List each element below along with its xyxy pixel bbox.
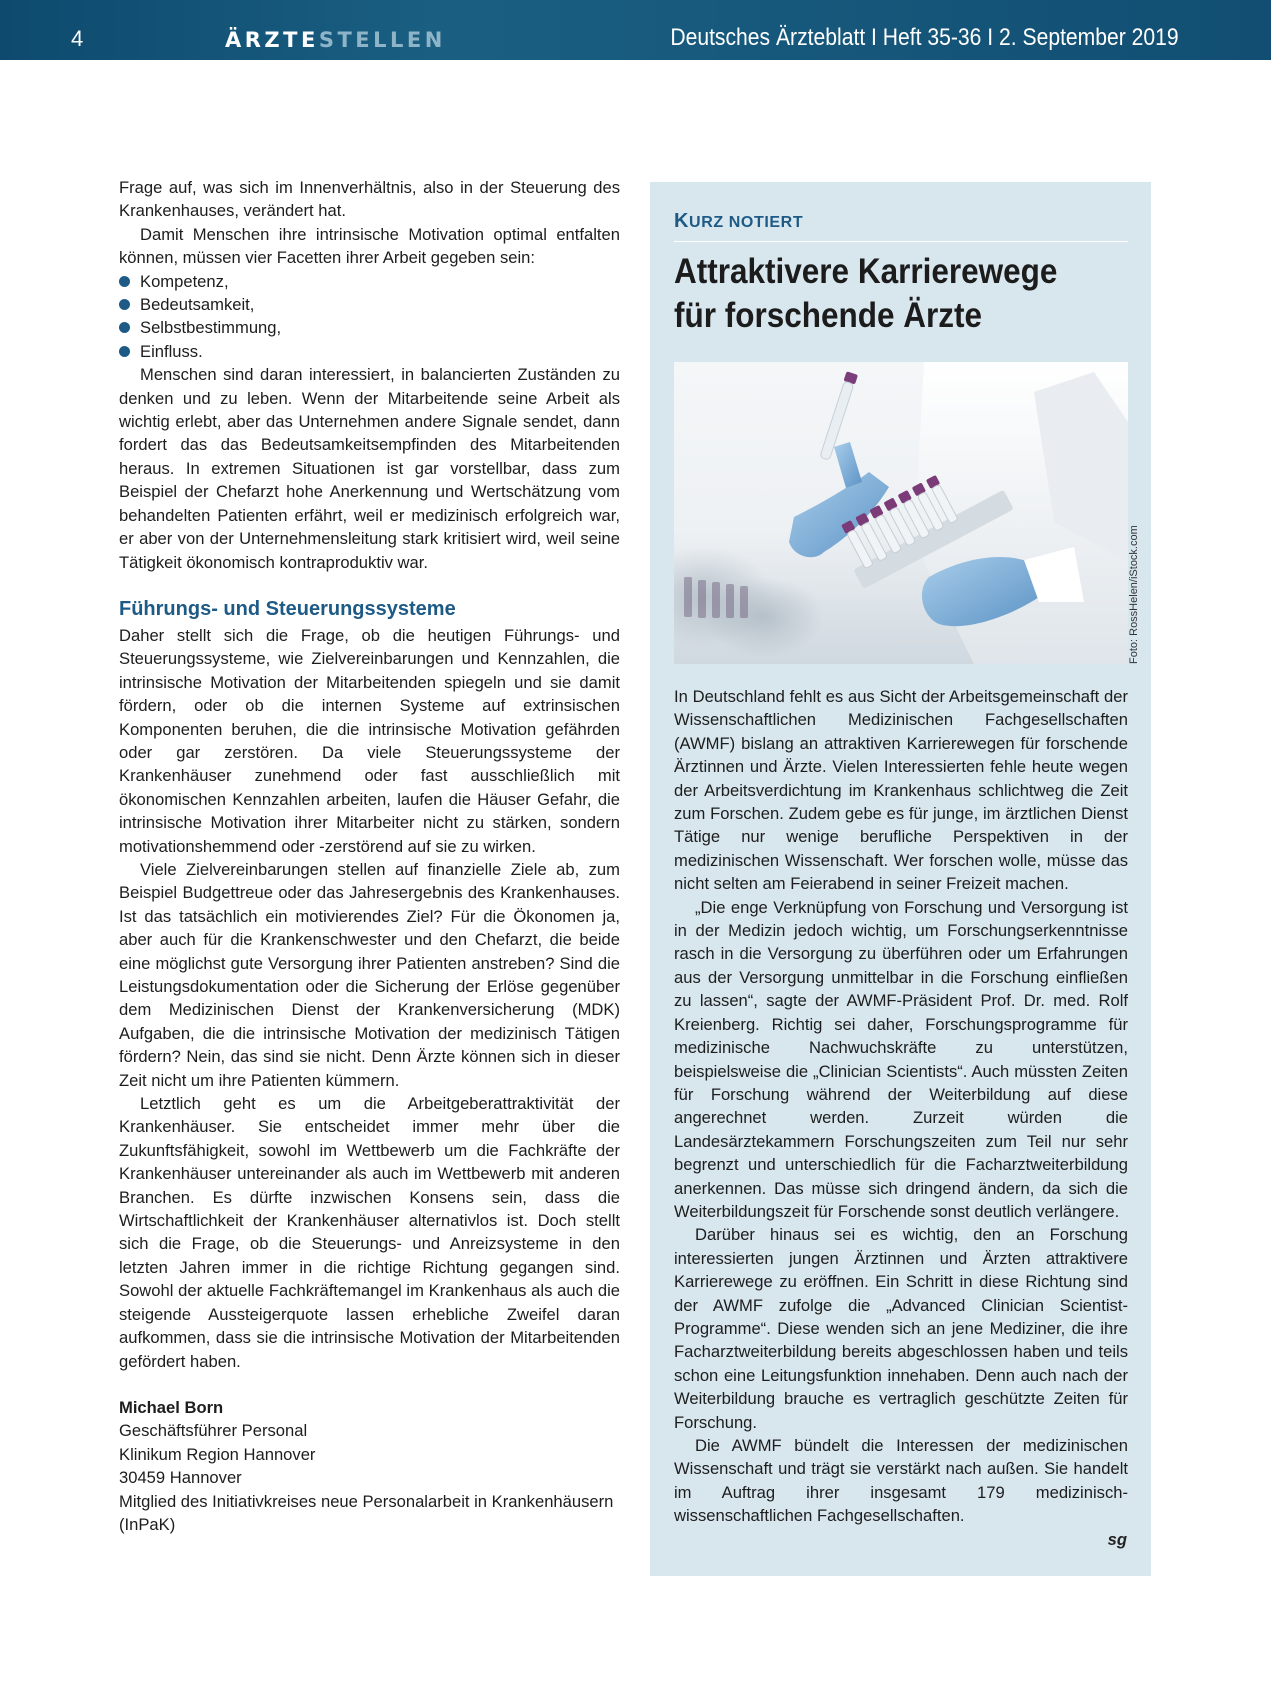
section-heading: Führungs- und Steuerungssysteme xyxy=(119,597,456,620)
page-header xyxy=(0,0,1271,60)
box-kicker xyxy=(674,210,1128,242)
article-column xyxy=(119,176,620,1536)
kurz-notiert-box xyxy=(650,182,1151,1576)
paragraph: Letztlich geht es um die Arbeitgeberattraktivität der Krankenhäuser. Sie entscheidet immer mehr über die Zukunftsfähigkeit, sowohl im Wettbewerb um die Fachkräfte der Krankenhäuser untereinander als auch im Wettbewerb mit anderen Branchen. Es dürfte inzwischen Konsens sein, dass die Wirtschaftlichkeit der Krankenhäuser alternativlos ist. Doch stellt sich die Frage, ob die Steuerungs- und Anreizsysteme in den letzten Jahren immer in die richtige Richtung gegangen sind. Sowohl der aktuelle Fachkräftemangel im Krankenhaus als auch die steigende Aussteigerquote lassen erhebliche Zweifel daran aufkommen, dass sie die intrinsische Motivation der Mitarbeitenden gefördert haben. xyxy=(119,1094,620,1371)
paragraph: Darüber hinaus sei es wichtig, den an Forschung interessierten jungen Ärztinnen und Ärzten attraktivere Karrierewege zu eröffnen. Ein Schritt in diese Richtung sind der AWMF zufolge die „Advanced Clinician Scientist- Programme“. Diese wenden sich an jene Mediziner, die ihre Facharztweiterbildung bereits abgeschlossen haben und teils schon eine Leitungsfunktion innehaben. Denn auch nach der Weiterbildung brauche es vertraglich geschützte Zeiten für Forschung. xyxy=(674,1225,1128,1432)
paragraph: Frage auf, was sich im Innenverhältnis, also in der Steuerung des Krankenhauses, verändert hat. xyxy=(119,178,620,221)
author-membership: Mitglied des Initiativkreises neue Personalarbeit in Krankenhäusern (InPaK) xyxy=(119,1491,614,1534)
list-item: Bedeutsamkeit, xyxy=(119,293,620,316)
author-organization: Klinikum Region Hannover xyxy=(119,1444,316,1464)
masthead: Deutsches Ärzteblatt I Heft 35-36 I 2. September 2019 xyxy=(670,24,1179,51)
paragraph: Menschen sind daran interessiert, in balancierten Zuständen zu denken und zu leben. Wenn der Mitarbeitende seine Arbeit als wichtig erlebt, aber das Unternehmen andere Signale sendet, dann fordert das das Bedeutsamkeitsempfinden des Mitarbeitenden heraus. In extremen Situationen ist gar vorstellbar, dass zum Beispiel der Chefarzt hohe Anerkennung und Wertschätzung vom behandelten Patienten erfährt, weil er medizinisch erfolgreich war, er aber von der Unternehmensleitung stark kritisiert wird, weil seine Tätigkeit ökonomisch kontraproduktiv war. xyxy=(119,365,620,572)
box-body xyxy=(674,685,1128,1528)
logo-word-grey: STELLEN xyxy=(318,28,446,52)
facet-list xyxy=(119,270,620,364)
paragraph: Daher stellt sich die Frage, ob die heutigen Führungs- und Steuerungssysteme, wie Zielvereinbarungen und Kennzahlen, die intrinsische Motivation der Mitarbeitenden spiegeln und sie damit fördern, oder ob die internen Systeme auf extrinsischen Komponenten beruhen, die die intrinsische Motivation gefährden oder gar zerstören. Da viele Steuerungssysteme der Krankenhäuser zunehmend oder fast ausschließlich mit ökonomischen Kennzahlen arbeiten, laufen die Häuser Gefahr, die intrinsische Motivation ihrer Mitarbeiter nicht zu stärken, sondern motivationshemmend oder -zerstörend auf sie zu wirken. xyxy=(119,625,620,856)
author-city: 30459 Hannover xyxy=(119,1468,242,1488)
lab-photo xyxy=(674,362,1128,664)
author-signature: sg xyxy=(1107,1530,1127,1549)
list-item: Kompetenz, xyxy=(119,270,620,293)
page-number: 4 xyxy=(71,26,84,51)
kicker-rest: URZ NOTIERT xyxy=(689,214,804,231)
list-item: Einfluss. xyxy=(119,340,620,363)
author-name: Michael Born xyxy=(119,1397,224,1417)
paragraph: Damit Menschen ihre intrinsische Motivation optimal entfalten können, müssen vier Facetten ihrer Arbeit gegeben sein: xyxy=(119,224,620,268)
paragraph: Viele Zielvereinbarungen stellen auf finanzielle Ziele ab, zum Beispiel Budgettreue oder das Jahresergebnis des Krankenhauses. Ist das tatsächlich ein motivierendes Ziel? Für die Ökonomen ja, aber auch für die Krankenschwester und den Chefarzt, die beide eine möglichst gute Versorgung ihrer Patienten anstreben? Sind die Leistungsdokumentation oder die Sicherung der Erlöse gegenüber dem Medizinischen Dienst der Krankenversicherung (MDK) Aufgaben, die die intrinsische Motivation der medizinisch Tätigen fördern? Nein, das sind sie nicht. Denn Ärzte können sich in dieser Zeit nicht um ihre Patienten kümmern. xyxy=(119,859,620,1090)
paragraph: In Deutschland fehlt es aus Sicht der Arbeitsgemeinschaft der Wissenschaftlichen Medizinischen Fachgesellschaften (AWMF) bislang an attraktiven Karrierewegen für forschende Ärztinnen und Ärzte. Vielen Interessierten fehle heute wegen der Arbeitsverdichtung im Krankenhaus schlichtweg die Zeit zum Forschen. Zudem gebe es für junge, im ärztlichen Dienst Tätige nur wenige berufliche Perspektiven in der medizinischen Wissenschaft. Wer forschen wolle, müsse das nicht selten am Feierabend in seiner Freizeit machen. xyxy=(674,687,1128,894)
list-item: Selbstbestimmung, xyxy=(119,316,620,339)
author-role: Geschäftsführer Personal xyxy=(119,1421,308,1441)
paragraph: Die AWMF bündelt die Interessen der medizinischen Wissenschaft und trägt sie verstärkt nach außen. Sie handelt im Auftrag ihrer insgesamt 179 medizinisch-wissenschaftlichen Fachgesellschaften. xyxy=(674,1436,1128,1526)
box-title: Attraktivere Karrierewege für forschende Ärzte xyxy=(674,252,1058,335)
photo-credit: Foto: RossHelen/iStock.com xyxy=(1128,525,1140,664)
kicker-initial: K xyxy=(674,210,690,232)
lab-photo-illustration xyxy=(674,362,1128,664)
author-block xyxy=(119,1396,620,1536)
logo-word-white: ÄRZTE xyxy=(225,28,319,52)
paragraph: „Die enge Verknüpfung von Forschung und Versorgung ist in der Medizin jedoch wichtig, um Forschungserkenntnisse rasch in die Versorgung zu überführen oder um Erfahrungen aus der Versorgung unmittelbar in die Forschung einfließen zu lassen“, sagte der AWMF-Präsident Prof. Dr. med. Rolf Kreienberg. Richtig sei daher, Forschungsprogramme für medizinische Nachwuchskräfte zu unterstützen, beispielsweise die „Clinician Scientists“. Auch müssten Zeiten für Forschung während der Weiterbildung auf diese angerechnet werden. Zurzeit würden die Landesärztekammern Forschungszeiten zum Teil nur sehr begrenzt und unterschiedlich für die Facharztweiterbildung anerkennen. Das müsse sich dringend ändern, da sich die Weiterbildungszeit für Forschende sonst deutlich verlängere. xyxy=(674,897,1128,1221)
aerztestellen-logo xyxy=(225,28,446,52)
